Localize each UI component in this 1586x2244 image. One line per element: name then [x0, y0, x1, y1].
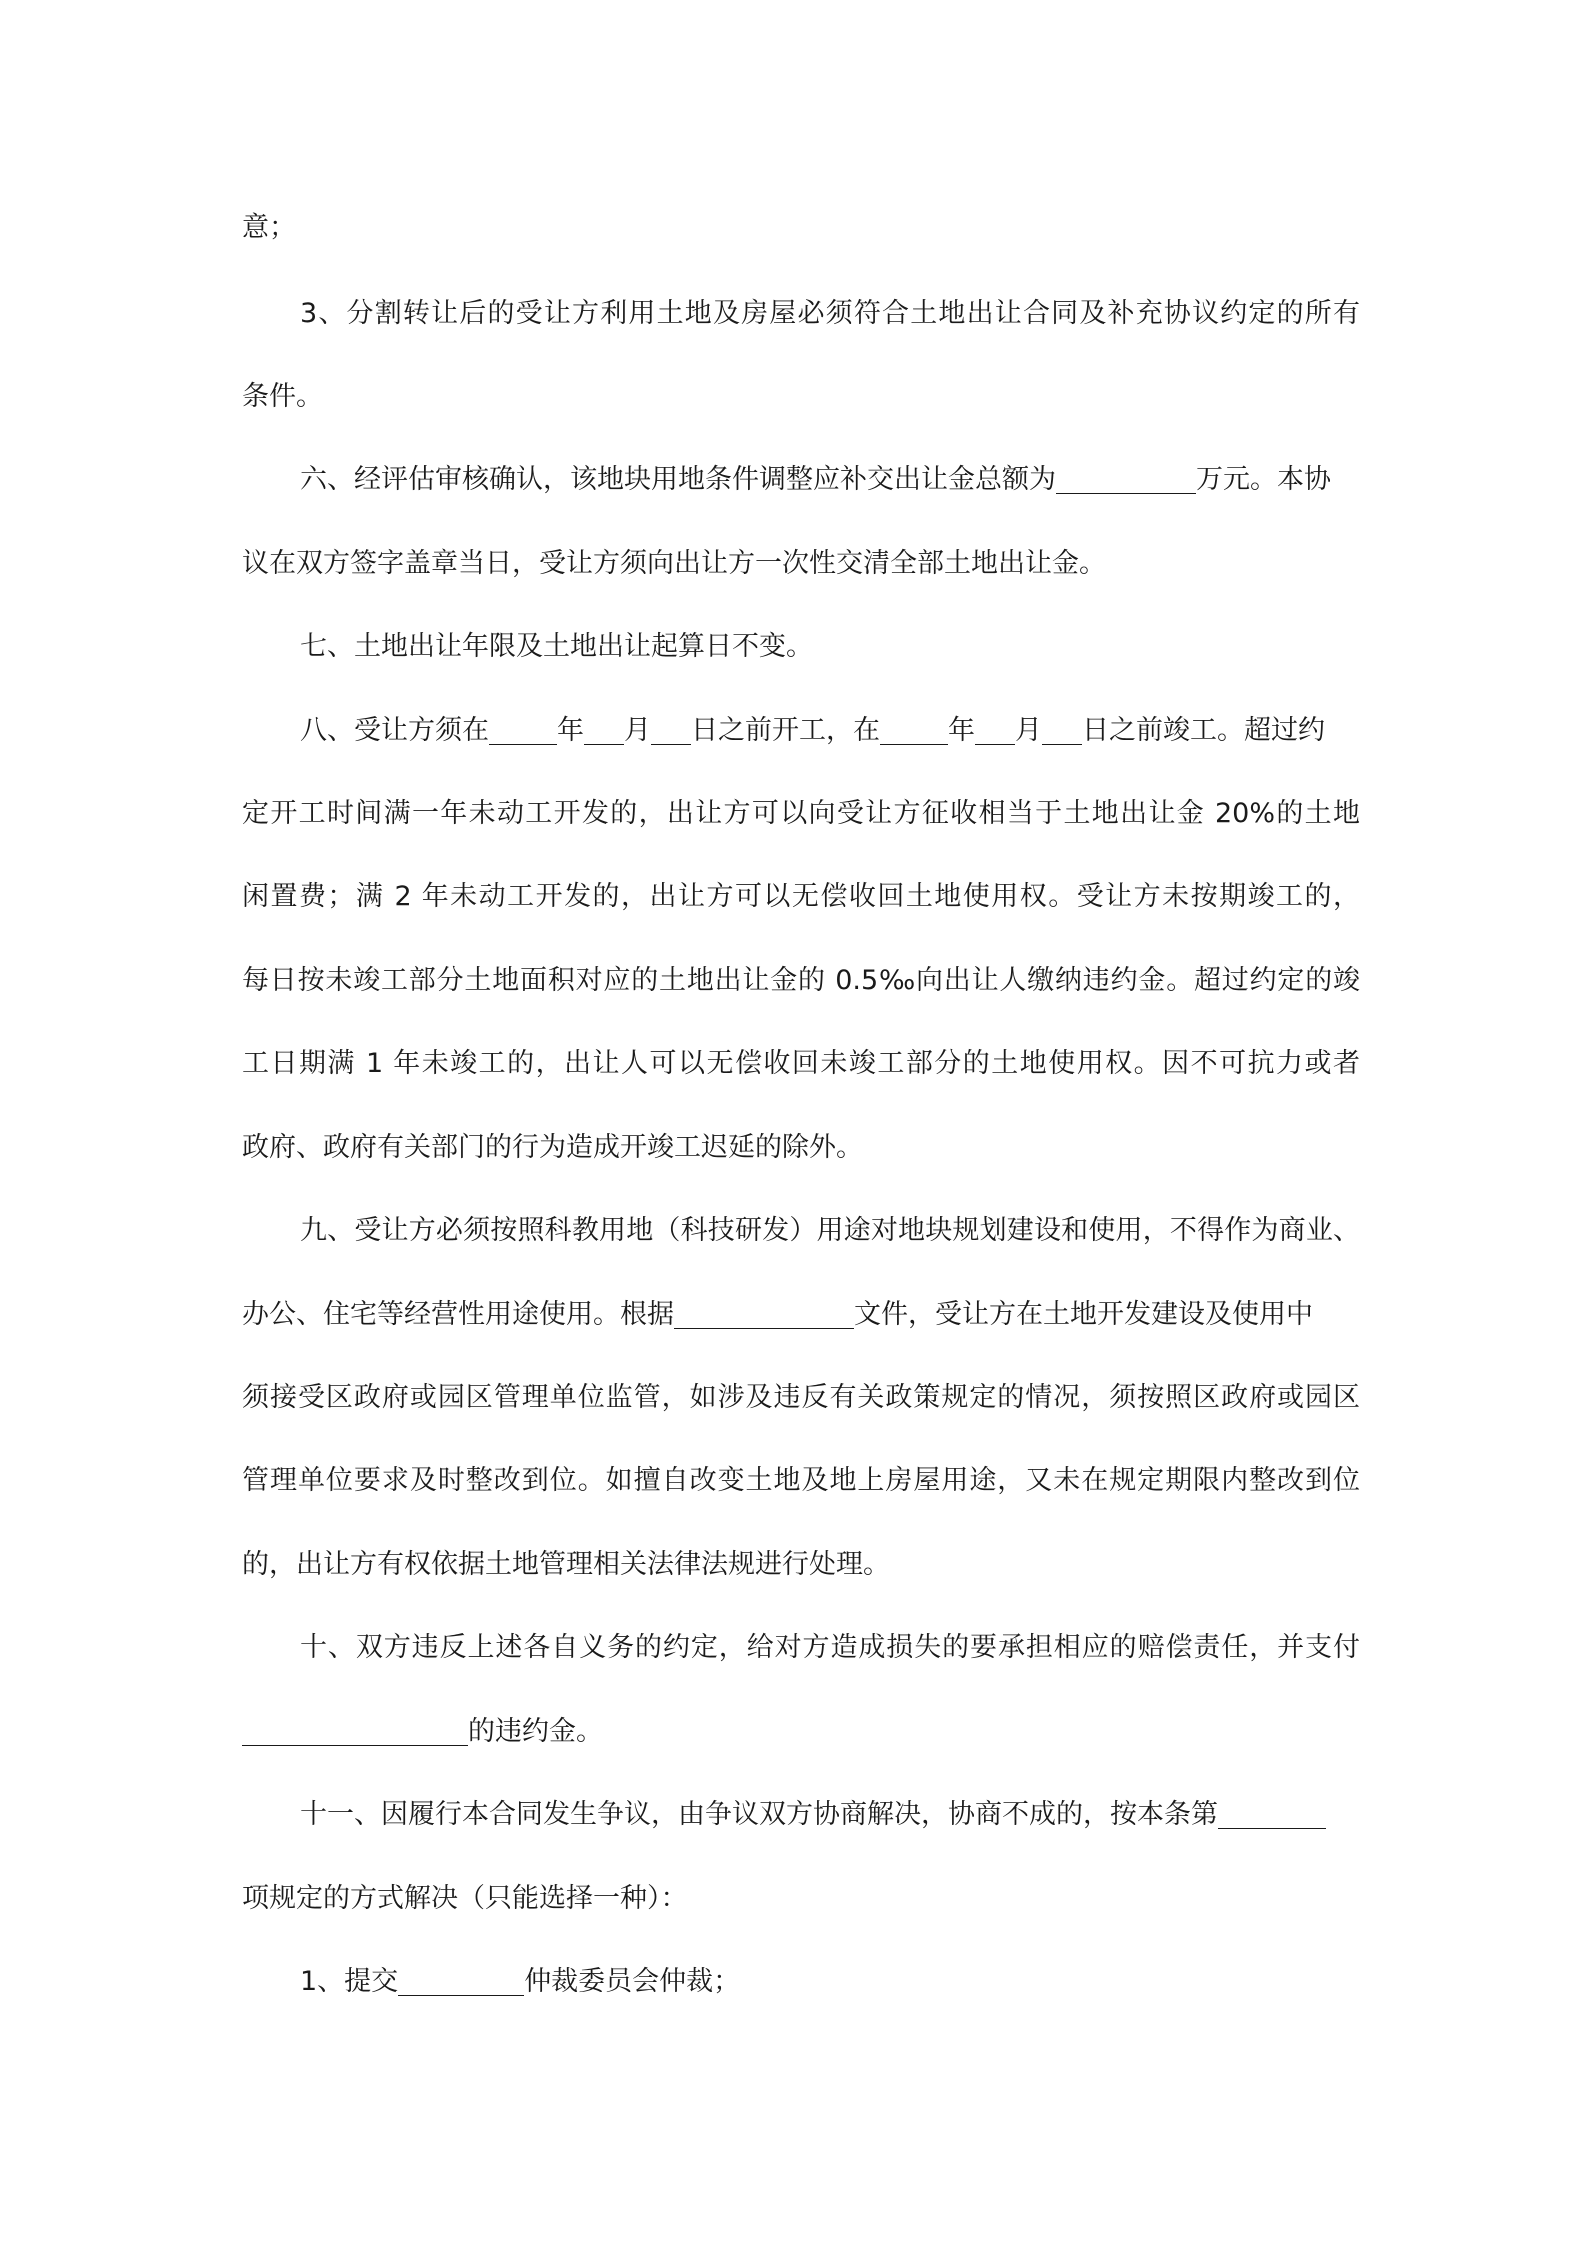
text-line: 八、受让方须在 年 月 日之前开工，在 年 月 日之前竣工。超过约 — [300, 715, 1325, 746]
text-line: 项规定的方式解决（只能选择一种）： — [242, 1883, 688, 1914]
text-line: 条件。 — [242, 381, 323, 412]
blank-field[interactable] — [1042, 714, 1082, 745]
text-line: 每日按未竣工部分土地面积对应的土地出让金的 0.5‰向出让人缴纳违约金。超过约定的竣 — [242, 965, 1360, 996]
text-line: 3、分割转让后的受让方利用土地及房屋必须符合土地出让合同及补充协议约定的所有 — [300, 298, 1360, 329]
blank-field[interactable] — [674, 1298, 854, 1329]
text-line: 定开工时间满一年未动工开发的，出让方可以向受让方征收相当于土地出让金 20%的土地 — [242, 798, 1360, 829]
text-line: 意； — [242, 212, 296, 243]
blank-field[interactable] — [584, 714, 624, 745]
text-line: 七、土地出让年限及土地出让起算日不变。 — [300, 631, 813, 662]
text-line: 议在双方签字盖章当日，受让方须向出让方一次性交清全部土地出让金。 — [242, 548, 1106, 579]
text-line: 十一、因履行本合同发生争议，由争议双方协商解决，协商不成的，按本条第 — [300, 1795, 1360, 1835]
blank-field[interactable] — [880, 714, 948, 745]
text-line: 政府、政府有关部门的行为造成开竣工迟延的除外。 — [242, 1132, 863, 1163]
text-line: 管理单位要求及时整改到位。如擅自改变土地及地上房屋用途，又未在规定期限内整改到位 — [242, 1465, 1360, 1496]
text-line: 闲置费；满 2 年未动工开发的，出让方可以无偿收回土地使用权。受让方未按期竣工的， — [242, 881, 1360, 912]
blank-field[interactable] — [242, 1715, 468, 1746]
blank-field[interactable] — [651, 714, 691, 745]
text-line: 须接受区政府或园区管理单位监管，如涉及违反有关政策规定的情况，须按照区政府或园区 — [242, 1382, 1360, 1413]
text-line: 的违约金。 — [242, 1712, 1360, 1752]
blank-field[interactable] — [1056, 463, 1196, 494]
blank-field[interactable] — [398, 1965, 524, 1996]
blank-field[interactable] — [489, 714, 557, 745]
text-line: 工日期满 1 年未竣工的，出让人可以无偿收回未竣工部分的土地使用权。因不可抗力或者 — [242, 1048, 1360, 1079]
text-line: 办公、住宅等经营性用途使用。根据 文件，受让方在土地开发建设及使用中 — [242, 1299, 1313, 1330]
text-line: 六、经评估审核确认，该地块用地条件调整应补交出让金总额为 万元。本协 — [300, 464, 1331, 495]
text-line: 的，出让方有权依据土地管理相关法律法规进行处理。 — [242, 1549, 890, 1580]
text-line: 十、双方违反上述各自义务的约定，给对方造成损失的要承担相应的赔偿责任，并支付 — [300, 1632, 1360, 1663]
blank-field[interactable] — [1218, 1798, 1326, 1829]
text-line: 1、提交 仲裁委员会仲裁； — [300, 1966, 741, 1997]
text-line: 九、受让方必须按照科教用地（科技研发）用途对地块规划建设和使用，不得作为商业、 — [300, 1215, 1360, 1246]
blank-field[interactable] — [975, 714, 1015, 745]
